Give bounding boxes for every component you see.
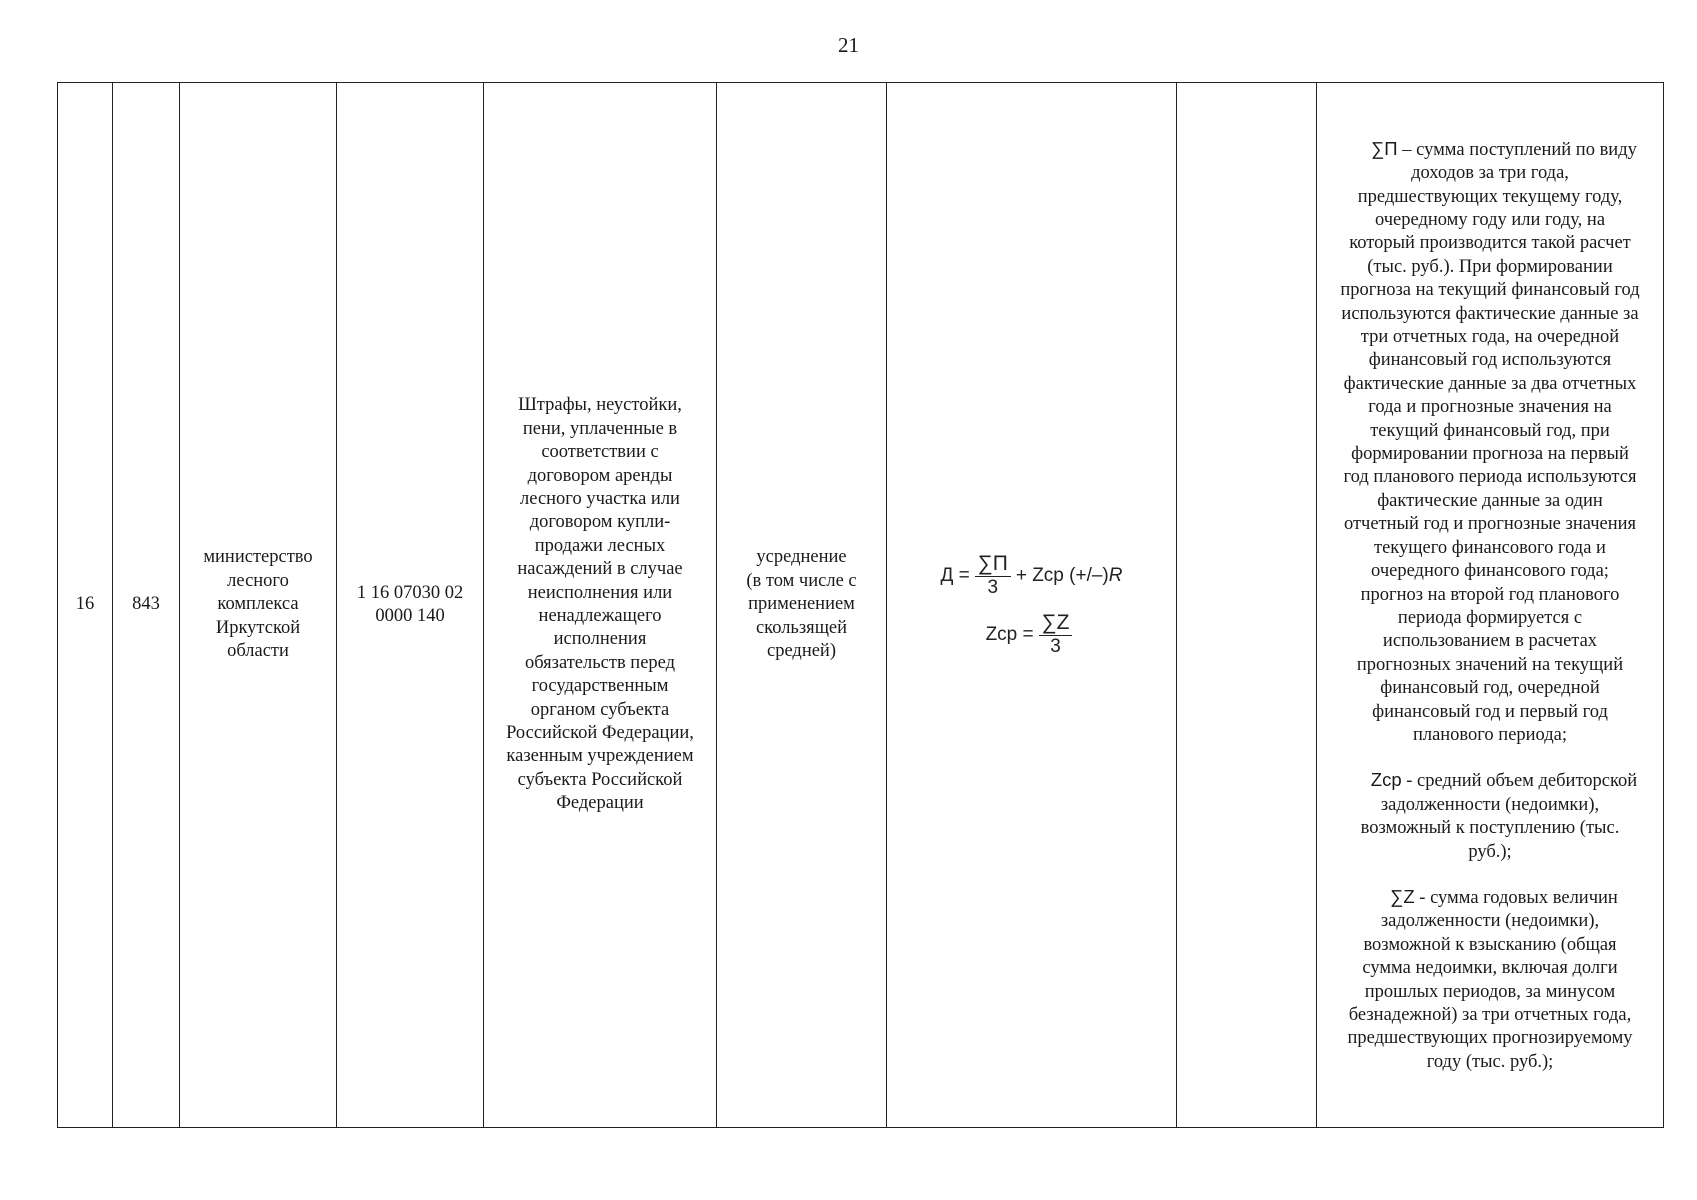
agency-name: министерство лесного комплекса Иркутской области bbox=[180, 83, 337, 1128]
formula-cell bbox=[887, 83, 1177, 1128]
page-number: 21 bbox=[838, 33, 859, 57]
row-number: 16 bbox=[58, 83, 113, 1128]
calc-method: усреднение (в том числе с применением скользящей средней) bbox=[717, 83, 887, 1128]
formula bbox=[893, 553, 1170, 657]
kbk-code: 1 16 07030 02 0000 140 bbox=[337, 83, 484, 1128]
table-row bbox=[58, 83, 1664, 1128]
formula-d: Д = $\frac{\sum П}{3}$ + Zср (+/–) R bbox=[940, 552, 1123, 599]
definition-zcp: Zср - средний объем дебиторской задолженности (недоимки), возможный к поступлению (тыс. руб.); bbox=[1360, 769, 1638, 862]
income-name: Штрафы, неустойки, пени, уплаченные в соответствии с договором аренды лесного участка или договором купли- продажи лесных насаждений в случае неисполнения или ненадлежащего исполнения обязательств перед государственным органом субъекта Российской Федерации, казенным учреждением субъекта Российской Федерации bbox=[484, 83, 717, 1128]
formula-zcp: Zср = $\frac{\sum Z}{3}$ bbox=[893, 612, 1170, 657]
admin-code: 843 bbox=[113, 83, 180, 1128]
formula-definitions bbox=[1317, 83, 1664, 1128]
definition-sum-z: ∑Z - сумма годовых величин задолженности (недоимки), возможной к взысканию (общая сумма недоимки, включая долги прошлых периодов, за минусом безнадежной) за три отчетных года, предшествующих прогнозируемому году (тыс. руб.); bbox=[1347, 885, 1633, 1072]
empty-column bbox=[1177, 83, 1317, 1128]
revenue-method-table bbox=[57, 82, 1664, 1128]
definition-sum-p: ∑П – сумма поступлений по виду доходов за три года, предшествующих текущему году, очередному году или году, на который производится такой расчет (тыс. руб.). При формировании прогноза на текущий финансовый год используются фактические данные за три отчетных года, на очередной финансовый год используются фактические данные за два отчетных года и прогнозные значения на текущий финансовый год, при формировании прогноза на первый год планового периода используются фактические данные за один отчетный год и прогнозные значения текущего финансового года и очередного финансового года; прогноз на второй год планового периода формируется с использованием в расчетах прогнозных значений на текущий финансовый год, очередной финансовый год и первый год планового периода; bbox=[1340, 137, 1640, 745]
